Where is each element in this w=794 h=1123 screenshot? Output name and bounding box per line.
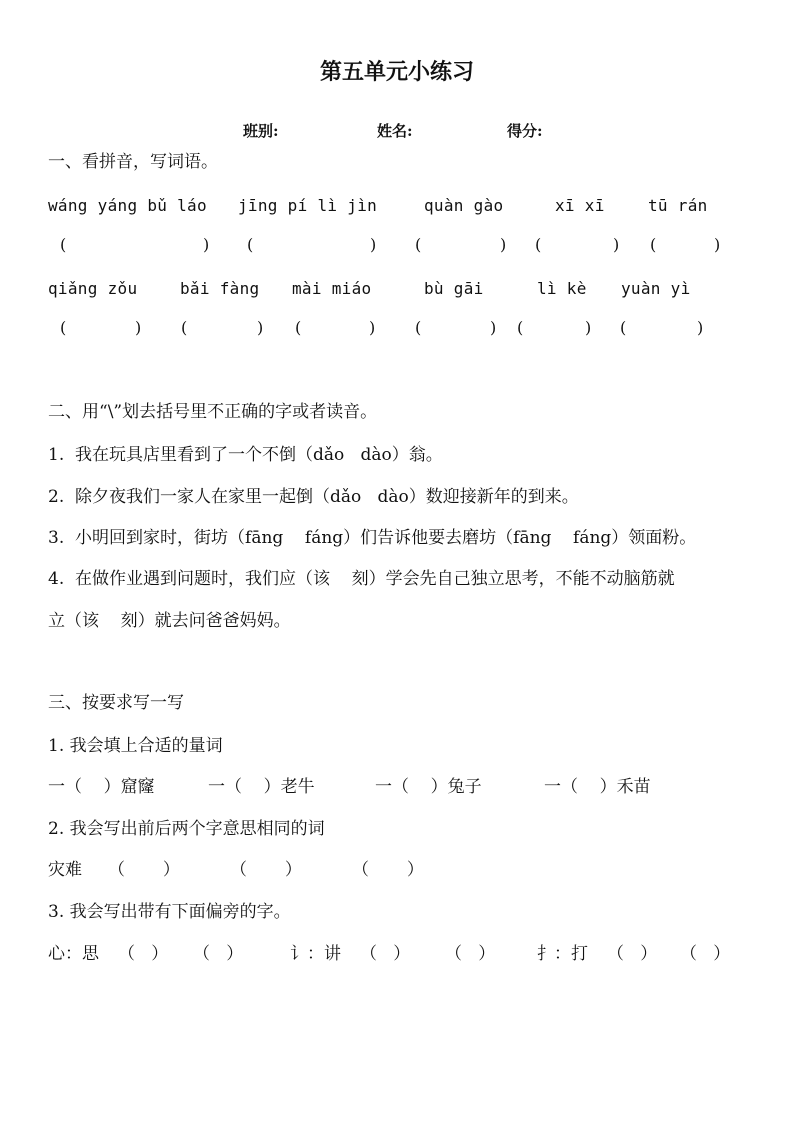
- section3-heading: 三、按要求写一写: [48, 693, 184, 713]
- answer-blank: （ ）: [680, 944, 731, 964]
- section2-heading: 二、用“\”划去括号里不正确的字或者读音。: [48, 402, 378, 422]
- answer-blank-close: ): [697, 318, 704, 337]
- question-3: 3. 小明回到家时，街坊（fāng fáng）们告诉他要去磨坊（fāng fáng）领面粉。: [48, 528, 697, 548]
- question-1: 1. 我在玩具店里看到了一个不倒（dǎo dào）翁。: [48, 445, 443, 465]
- measure-word-item: 一（ ）窟窿: [48, 777, 155, 797]
- answer-blank-open: (: [60, 235, 67, 254]
- synonym-word: 灾难: [48, 860, 82, 880]
- measure-word-item: 一（ ）兔子: [375, 777, 482, 797]
- measure-word-item: 一（ ）禾苗: [544, 777, 651, 797]
- radical-label: 心：思: [48, 944, 99, 964]
- answer-blank-open: (: [181, 318, 188, 337]
- answer-blank-close: ): [135, 318, 142, 337]
- answer-blank: （ ）: [118, 944, 169, 964]
- page-title: 第五单元小练习: [319, 59, 474, 85]
- pinyin-item: quàn gào: [424, 196, 504, 215]
- measure-word-item: 一（ ）老牛: [208, 777, 315, 797]
- answer-blank: （ ）: [352, 860, 424, 880]
- part1-title: 1. 我会填上合适的量词: [48, 736, 223, 756]
- answer-blank-open: (: [60, 318, 67, 337]
- pinyin-item: xī xī: [555, 196, 605, 215]
- pinyin-item: yuàn yì: [621, 279, 691, 298]
- pinyin-item: jīng pí lì jìn: [238, 196, 378, 215]
- pinyin-item: lì kè: [537, 279, 587, 298]
- answer-blank-open: (: [517, 318, 524, 337]
- answer-blank-close: ): [714, 235, 721, 254]
- question-4-line1: 4. 在做作业遇到问题时，我们应（该 刻）学会先自己独立思考，不能不动脑筋就: [48, 569, 675, 589]
- class-label: 班别:: [243, 122, 279, 140]
- answer-blank-close: ): [585, 318, 592, 337]
- answer-blank-close: ): [369, 318, 376, 337]
- answer-blank-open: (: [415, 235, 422, 254]
- answer-blank: （ ）: [230, 860, 302, 880]
- pinyin-item: mài miáo: [292, 279, 372, 298]
- answer-blank-close: ): [500, 235, 507, 254]
- answer-blank-open: (: [650, 235, 657, 254]
- answer-blank: （ ）: [193, 944, 244, 964]
- answer-blank: （ ）: [360, 944, 411, 964]
- answer-blank-open: (: [415, 318, 422, 337]
- answer-blank-open: (: [620, 318, 627, 337]
- pinyin-item: wáng yáng bǔ láo: [48, 196, 207, 215]
- pinyin-item: qiǎng zǒu: [48, 279, 138, 298]
- answer-blank: （ ）: [108, 860, 180, 880]
- answer-blank-close: ): [370, 235, 377, 254]
- answer-blank-close: ): [203, 235, 210, 254]
- pinyin-item: bǎi fàng: [180, 279, 260, 298]
- answer-blank-open: (: [247, 235, 254, 254]
- part3-title: 3. 我会写出带有下面偏旁的字。: [48, 902, 291, 922]
- pinyin-item: bù gāi: [424, 279, 484, 298]
- answer-blank-close: ): [257, 318, 264, 337]
- question-2: 2. 除夕夜我们一家人在家里一起倒（dǎo dào）数迎接新年的到来。: [48, 487, 579, 507]
- part2-title: 2. 我会写出前后两个字意思相同的词: [48, 819, 325, 839]
- question-4-line2: 立（该 刻）就去问爸爸妈妈。: [48, 611, 291, 631]
- answer-blank-open: (: [535, 235, 542, 254]
- name-label: 姓名:: [377, 122, 413, 140]
- answer-blank-close: ): [490, 318, 497, 337]
- score-label: 得分:: [507, 122, 543, 140]
- answer-blank-open: (: [295, 318, 302, 337]
- radical-label: 讠：讲: [290, 944, 341, 964]
- section1-heading: 一、看拼音，写词语。: [48, 152, 218, 172]
- answer-blank: （ ）: [445, 944, 496, 964]
- radical-label: 扌：打: [537, 944, 588, 964]
- answer-blank: （ ）: [607, 944, 658, 964]
- pinyin-item: tū rán: [648, 196, 708, 215]
- answer-blank-close: ): [613, 235, 620, 254]
